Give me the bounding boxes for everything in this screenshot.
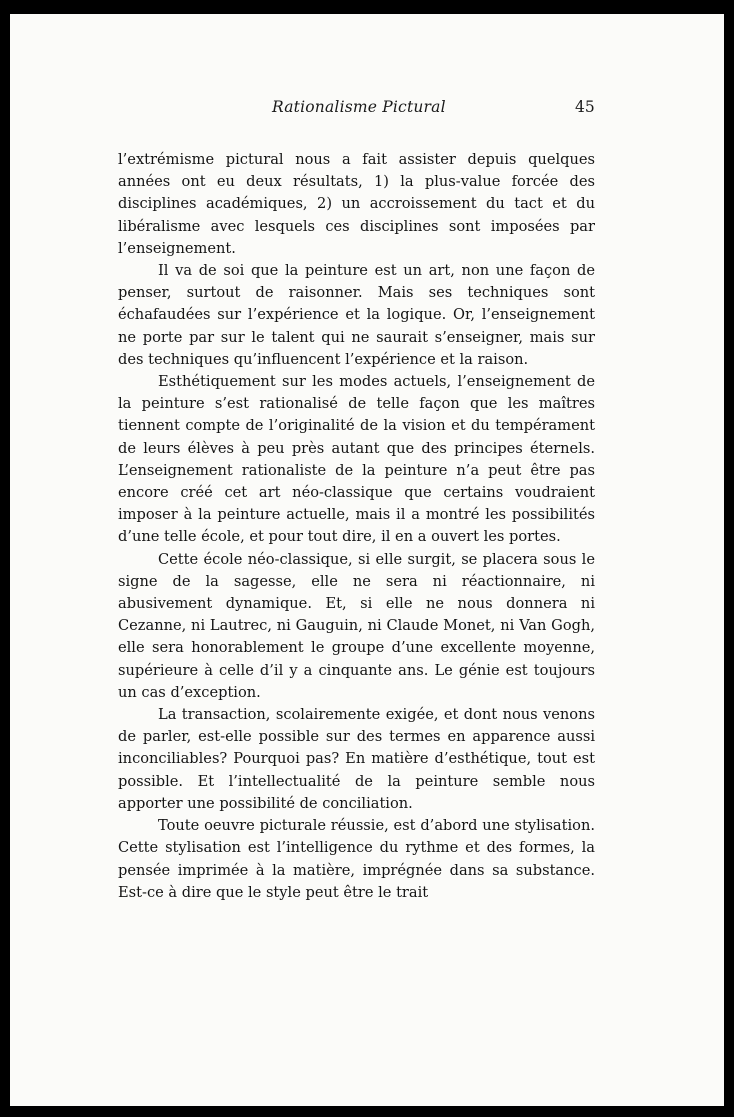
running-title: Rationalisme Pictural — [272, 98, 446, 116]
paragraph-6: Toute oeuvre picturale réussie, est d’abord une stylisation. Cette stylisation est l’intelligence du rythme et des formes, la pensée imprimée à la matière, imprégnée dans sa substance. Est-ce à dire que le style peut être le trait — [118, 817, 595, 901]
paragraph-4: Cette école néo-classique, si elle surgit, se placera sous le signe de la sagesse, elle ne sera ni réactionnaire, ni abusivement dynamique. Et, si elle ne nous donnera ni Cezanne, ni Lautrec, ni Gauguin, ni Claude Monet, ni Van Gogh, elle sera honorablement le groupe d’une excellente moyenne, supérieure à celle d’il y a cinquante ans. Le génie est toujours un cas d’exception. — [118, 550, 595, 701]
page-number: 45 — [575, 98, 595, 116]
paragraph-3: Esthétiquement sur les modes actuels, l’enseignement de la peinture s’est rationalisé de telle façon que les maîtres tiennent compte de l’originalité de la vision et du tempérament de leurs élèves à peu près autant que des principes éternels. L’enseignement rationaliste de la peinture n’a peut être pas encore créé cet art néo-classique que certains voudraient imposer à la peinture actuelle, mais il a montré les possibilités d’une telle école, et pour tout dire, il en a ouvert les portes. — [118, 373, 595, 546]
paragraph-2: Il va de soi que la peinture est un art, non une façon de penser, surtout de raisonner. Mais ses techniques sont échafaudées sur l’expérience et la logique. Or, l’enseignement ne porte par sur le talent qui ne saurait s’enseigner, mais sur des techniques qu’influencent l’expérience et la raison. — [118, 262, 595, 368]
page-header — [10, 96, 724, 122]
paragraph-5: La transaction, scolairemente exigée, et dont nous venons de parler, est-elle possible sur des termes en apparence aussi inconciliables? Pourquoi pas? En matière d’esthétique, tout est possible. Et l’intellectualité de la peinture semble nous apporter une possibilité de conciliation. — [118, 706, 595, 812]
book-page — [10, 14, 724, 1106]
paragraph-1: l’extrémisme pictural nous a fait assister depuis quelques années ont eu deux résultats, 1) la plus-value forcée des disciplines académiques, 2) un accroissement du tact et du libéralisme avec lesquels ces disciplines sont imposées par l’enseignement. — [118, 151, 595, 257]
body-text — [118, 149, 595, 904]
